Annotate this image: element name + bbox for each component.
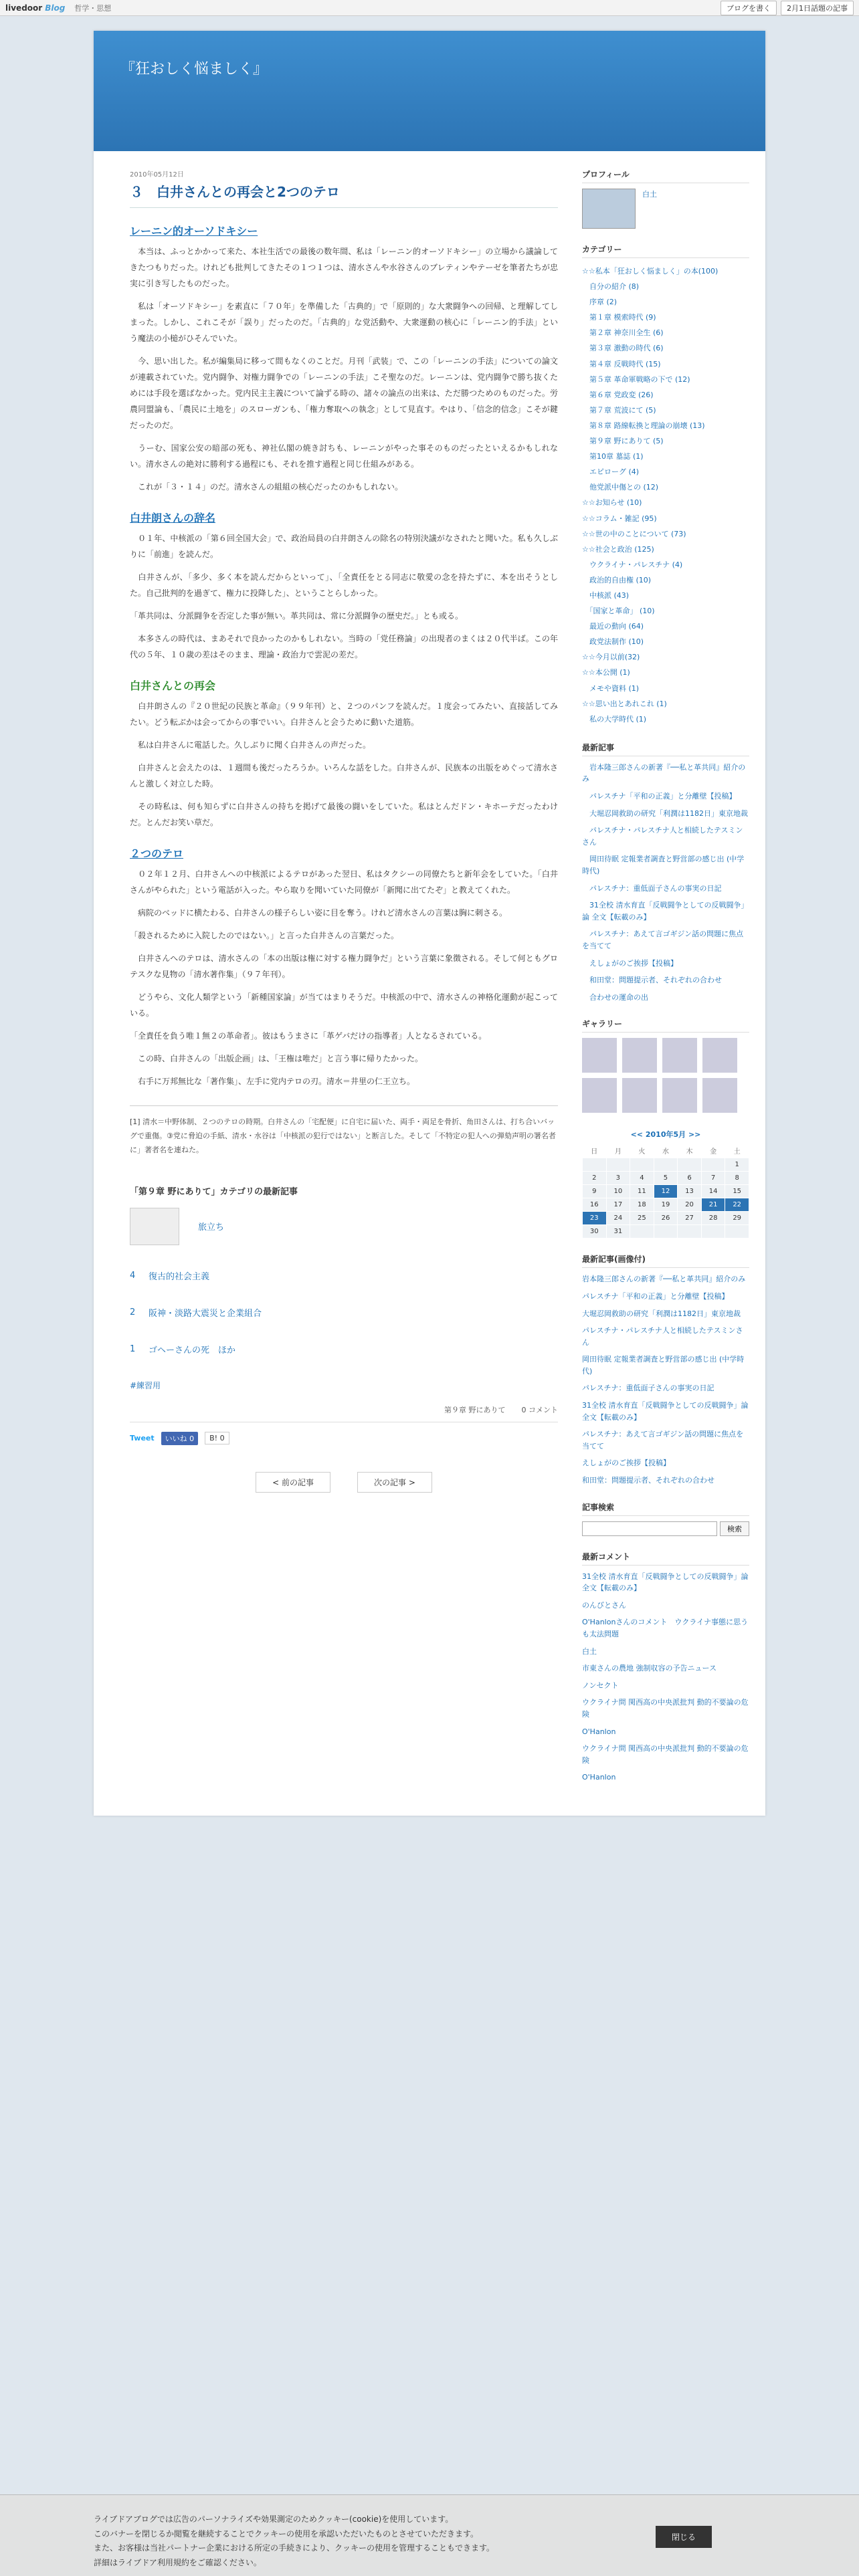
paragraph: 白井さんと会えたのは、１週間も後だったろうか。いろんな話をした。白井さんが、民族本の出版をめぐって清水さんと激しく対立した時。 <box>130 763 558 788</box>
pager <box>130 1472 558 1493</box>
calendar-day[interactable]: 7 <box>701 1172 725 1185</box>
category-item[interactable]: 自分の紹介 (8) <box>582 282 640 292</box>
weekday-label: 土 <box>733 1148 741 1156</box>
recent-image-list <box>582 1273 749 1486</box>
recent-image-item[interactable]: 31全校 清水育直「反戦闘争としての反戦闘争」論 全文【転載のみ】 <box>582 1401 749 1422</box>
recent-item[interactable]: パレスチナ：重低面子さんの事実の日記 <box>582 883 722 893</box>
category-item[interactable]: 第３章 激動の時代 (6) <box>582 344 664 353</box>
gallery-heading: ギャラリー <box>582 1018 749 1033</box>
gallery <box>582 1038 749 1113</box>
category-item[interactable]: ☆☆本公開 (1) <box>582 668 630 677</box>
gallery-image[interactable] <box>622 1078 657 1113</box>
recent-image-item[interactable]: パレスチナ「平和の正義」と分離壁【投稿】 <box>582 1291 729 1301</box>
gallery-image[interactable] <box>662 1078 697 1113</box>
category-item[interactable]: メモや資料 (1) <box>582 683 640 693</box>
cookie-text: 詳細はライブドア利用規約をご確認ください。 <box>94 2557 262 2567</box>
article-title[interactable]: ３ 白井さんとの再会と2つのテロ <box>130 181 558 208</box>
recent-image-item[interactable]: 岩本隆三郎さんの新著『──私と革共同』紹介のみ <box>582 1275 746 1284</box>
recent-image-item[interactable]: 大堀忍岡救助の研究「利潤は1182日」東京地裁 <box>582 1309 741 1318</box>
recent-item[interactable]: パレスチナ：あえて言ゴギジン話の問題に焦点を当てて <box>582 930 744 950</box>
search-heading: 記事検索 <box>582 1501 749 1516</box>
comment-item[interactable]: O'Hanlonさんのコメント ウクライナ事態に思うも太法問題 <box>582 1618 749 1638</box>
blog-logo[interactable]: Blog <box>45 3 66 13</box>
calendar-day[interactable]: 4 <box>630 1172 654 1185</box>
paragraph: 病院のベッドに横たわる、白井さんの様子らしい姿に目を奪う。けれど清水さんの言葉は胸に刺さる。 <box>130 908 508 918</box>
calendar-day <box>654 1158 678 1172</box>
tweet-button[interactable]: Tweet <box>130 1434 155 1443</box>
weekday-label: 日 <box>591 1148 598 1156</box>
comment-item[interactable]: 市東さんの農地 強制収容の予告ニュース <box>582 1664 717 1673</box>
calendar-day[interactable]: 19 <box>654 1198 678 1212</box>
category-item[interactable]: 第６章 党政変 (26) <box>582 390 654 399</box>
category-link[interactable]: 第９章 野にありて <box>444 1405 506 1414</box>
paragraph: どうやら、文化人類学という「新種国家論」が当てはまりそうだ。中核派の中で、清水さんの神格化運動が起こっている。 <box>130 992 558 1018</box>
main-column <box>130 169 558 1789</box>
calendar-day <box>606 1158 630 1172</box>
calendar-day[interactable]: 26 <box>654 1212 678 1225</box>
calendar-day[interactable]: 9 <box>583 1185 607 1198</box>
category-item[interactable]: エピローグ (4) <box>582 467 640 477</box>
category-item[interactable]: ☆☆お知らせ (10) <box>582 498 642 508</box>
related-link[interactable]: 旅立ち <box>198 1222 225 1233</box>
calendar-table <box>582 1144 749 1239</box>
gallery-image[interactable] <box>702 1038 737 1073</box>
calendar-day[interactable]: 1 <box>725 1158 749 1172</box>
search-form <box>582 1521 749 1536</box>
calendar-day[interactable]: 8 <box>725 1172 749 1185</box>
paragraph: これが「３・１４」のだ。清水さんの組組の核心だったのかもしれない。 <box>130 482 403 492</box>
article-body <box>130 223 558 1089</box>
category-item[interactable]: 第２章 神奈川全生 (6) <box>582 328 664 338</box>
paragraph: ０２年１２月、白井さんへの中核派によるテロがあった翌日、私はタクシーの同僚たちと新年会をしていた。「白井さんがやられた」という電話が入った。やら取りを聞いていた同僚が「新聞に出てたぞ」と教えてくれた。 <box>130 869 558 895</box>
calendar-day[interactable]: 13 <box>678 1185 702 1198</box>
sidebar <box>582 169 749 1789</box>
paragraph: 私は白井さんに電話した。久しぶりに聞く白井さんの声だった。 <box>130 740 371 750</box>
next-article-button[interactable]: 次の記事 > <box>357 1472 432 1493</box>
recent-item[interactable]: 和田堂：問題提示者、それぞれの合わせ <box>582 976 722 985</box>
category-heading: カテゴリー <box>582 243 749 258</box>
recent-image-item[interactable]: えしょがのご挨拶【投稿】 <box>582 1459 670 1468</box>
category-item[interactable]: ウクライナ・パレスチナ (4) <box>582 560 683 569</box>
page-wrapper <box>94 31 765 1816</box>
calendar-day[interactable]: 24 <box>606 1212 630 1225</box>
related-item[interactable] <box>130 1343 558 1356</box>
calendar-day <box>678 1225 702 1239</box>
prev-article-button[interactable]: < 前の記事 <box>256 1472 330 1493</box>
category-item[interactable]: 第４章 反戦時代 (15) <box>582 359 661 368</box>
category-item[interactable]: ☆☆世の中のことについて (73) <box>582 529 686 538</box>
related-link[interactable]: ゴヘーさんの死 ほか <box>149 1345 236 1356</box>
paragraph: 白井さんへのテロは、清水さんの「本の出版は権に対する権力闘争だ」という言葉に象徴される。そして何ともグロテスクな見物の「清水著作集」（９７年刊）。 <box>130 954 558 979</box>
hatena-button[interactable]: B! 0 <box>205 1432 229 1444</box>
comments-heading: 最新コメント <box>582 1551 749 1566</box>
calendar-day[interactable]: 25 <box>630 1212 654 1225</box>
paragraph: 今、思い出した。私が編集局に移って間もなくのことだ。月刊「武装」で、この「レーニンの手法」についての論文が連載されていた。党内闘争、対権力闘争での「レーニンの手法」こそ聖なのだ。レーニンは、党内闘争で勝ち抜くためには手段を選ばなかった。党内民主主義について論ずる時の、諸々の論点の出来は、ただ勝つためのものだった。労農同盟論も、「農民に土地を」のスローガンも、「権力奪取への執念」として見直す。やはり、「信念的信念」こそが鍵だったのだ。 <box>130 356 558 430</box>
paragraph: 「殺されるために入院したのではない。」と言った白井さんの言葉だった。 <box>130 931 399 940</box>
calendar-heading[interactable]: << 2010年5月 >> <box>630 1130 701 1140</box>
related-item[interactable] <box>130 1269 558 1282</box>
recent-item[interactable]: えしょがのご挨拶【投稿】 <box>582 958 678 968</box>
category-item[interactable]: 他党派中傷との (12) <box>582 483 659 492</box>
calendar-day[interactable]: 15 <box>725 1185 749 1198</box>
calendar-day[interactable]: 27 <box>678 1212 702 1225</box>
calendar-day[interactable]: 3 <box>606 1172 630 1185</box>
comment-count[interactable]: 0 コメント <box>521 1405 558 1414</box>
calendar-day[interactable]: 31 <box>606 1225 630 1239</box>
share-bar <box>130 1432 558 1445</box>
calendar-day[interactable]: 17 <box>606 1198 630 1212</box>
footnote: [1] 清水＝中野体制、２つのテロの時期。白井さんの「宅配便」に自宅に届いた、両手・両足を骨折、角田さんは、打ち合いバッグで重傷。③党に脅迫の手紙、清水・水谷は「中核派の犯行ではない」と断言した。そして「不特定の犯人への弾劾声明の署名者に」著者名を連ねた。 <box>130 1105 558 1158</box>
write-blog-button[interactable]: ブログを書く <box>721 1 777 15</box>
top-bar <box>0 0 859 16</box>
category-link[interactable]: 哲学・思想 <box>74 3 112 13</box>
calendar-day[interactable]: 2 <box>583 1172 607 1185</box>
comment-item[interactable]: O'Hanlon <box>582 1727 616 1736</box>
recent-item[interactable]: 31全校 清水育直「反戦闘争としての反戦闘争」論 全文【転載のみ】 <box>582 901 749 922</box>
gallery-image[interactable] <box>582 1078 617 1113</box>
calendar-day[interactable]: 18 <box>630 1198 654 1212</box>
category-item[interactable]: 「国家と革命」 (10) <box>582 607 655 616</box>
calendar-day <box>701 1158 725 1172</box>
trending-button[interactable]: 2月1日話題の記事 <box>781 1 854 15</box>
blog-header <box>94 31 765 151</box>
calendar-day <box>725 1225 749 1239</box>
paragraph: 白井さんが、「多少、多く本を読んだからといって」、「全責任をとる同志に敬愛の念を持たずに、本を出そうとした。自己批判的を過ぎて、権力に投降した」、ということらしかった。 <box>130 572 558 598</box>
paragraph: この時、白井さんの「出版企画」は、「王権は唯だ」と言う事に帰りたかった。 <box>130 1054 423 1063</box>
comment-item[interactable]: 白土 <box>582 1646 597 1656</box>
weekday-label: 木 <box>686 1148 693 1156</box>
calendar-day[interactable]: 12 <box>654 1185 678 1198</box>
category-item[interactable]: 中核派 (43) <box>582 591 630 600</box>
category-item[interactable]: 政党法制作 (10) <box>582 637 644 647</box>
category-item[interactable]: ☆☆コラム・雑記 (95) <box>582 514 657 523</box>
search-button[interactable]: 検索 <box>720 1521 749 1536</box>
paragraph: 右手に万邦無比な「著作集」、左手に党内テロの刃。清水＝井里の仁王立ち。 <box>130 1077 415 1086</box>
calendar-day <box>630 1158 654 1172</box>
tag-link[interactable]: #練習用 <box>130 1380 161 1390</box>
recent-heading: 最新記事 <box>582 742 749 756</box>
calendar-day[interactable]: 29 <box>725 1212 749 1225</box>
calendar-day <box>630 1225 654 1239</box>
recent-image-item[interactable]: パレスチナ・パレスチナ人と相続したテスミンさん <box>582 1326 743 1347</box>
avatar[interactable] <box>582 189 636 229</box>
calendar-day[interactable]: 5 <box>654 1172 678 1185</box>
paragraph: 「革共同は、分派闘争を否定した事が無い。革共同は、常に分派闘争の歴史だ。」とも或る。 <box>130 611 464 621</box>
category-item[interactable]: 第７章 荒波にて (5) <box>582 405 656 415</box>
paragraph: その時私は、何も知らずに白井さんの持ちを掲げて最後の闘いをしていた。私はとんだドン・キホーテだったわけだ。とんだお笑い草だ。 <box>130 802 558 827</box>
category-item[interactable]: ☆☆私本「狂おしく悩ましく」の本(100) <box>582 267 719 276</box>
recent-item[interactable]: 大堀忍岡救助の研究「利潤は1182日」東京地裁 <box>582 809 748 818</box>
calendar-day[interactable]: 11 <box>630 1185 654 1198</box>
category-item[interactable]: 第１章 模索時代 (9) <box>582 313 656 322</box>
gallery-image[interactable] <box>622 1038 657 1073</box>
calendar-day[interactable]: 16 <box>583 1198 607 1212</box>
calendar-day[interactable]: 20 <box>678 1198 702 1212</box>
calendar-day <box>583 1158 607 1172</box>
calendar-day <box>654 1225 678 1239</box>
category-item[interactable]: 序章 (2) <box>582 298 617 307</box>
recent-image-item[interactable]: パレスチナ：あえて言ゴギジン話の問題に焦点を当てて <box>582 1430 744 1451</box>
calendar-day[interactable]: 22 <box>725 1198 749 1212</box>
recent-item[interactable]: パレスチナ「平和の正義」と分離壁【投稿】 <box>582 792 737 800</box>
recent-item[interactable]: 合わせの運命の出 <box>582 992 648 1002</box>
weekday-label: 火 <box>638 1148 646 1156</box>
gallery-image[interactable] <box>582 1038 617 1073</box>
article-meta <box>130 1404 558 1422</box>
gallery-image[interactable] <box>702 1078 737 1113</box>
calendar-day[interactable]: 21 <box>701 1198 725 1212</box>
comment-list <box>582 1571 749 1784</box>
calendar-day <box>678 1158 702 1172</box>
article-date: 2010年05月12日 <box>130 171 184 179</box>
search-input[interactable] <box>582 1521 717 1536</box>
recent-image-item[interactable]: 岡田待眠 定報業者調査と野営部の感じ出 (中学時代) <box>582 1355 745 1376</box>
recent-list <box>582 762 749 1004</box>
related-thumbnail[interactable] <box>130 1208 179 1245</box>
close-cookie-button[interactable]: 閉じる <box>656 2526 712 2548</box>
gallery-image[interactable] <box>662 1038 697 1073</box>
category-item[interactable]: ☆☆今月以前(32) <box>582 653 640 662</box>
related-item[interactable] <box>130 1306 558 1319</box>
related-link[interactable]: 復古的社会主義 <box>149 1271 210 1282</box>
calendar-day <box>701 1225 725 1239</box>
cookie-text: このバナーを閉じるか閲覧を継続することでクッキーの使用を承認いただいたものとさせていただきます。 <box>94 2529 479 2539</box>
blog-title[interactable]: 『狂おしく悩ましく』 <box>120 61 268 78</box>
recent-image-item[interactable]: パレスチナ：重低面子さんの事実の日記 <box>582 1384 714 1393</box>
recent-item[interactable]: パレスチナ・パレスチナ人と相続したテスミンさん <box>582 826 743 847</box>
category-item[interactable]: ☆☆思い出とあれこれ (1) <box>582 699 667 708</box>
calendar-day[interactable]: 6 <box>678 1172 702 1185</box>
recent-item[interactable]: 岩本隆三郎さんの新著『──私と革共同』紹介のみ <box>582 762 746 784</box>
calendar-day[interactable]: 10 <box>606 1185 630 1198</box>
comment-item[interactable]: ウクライナ問 関西高の中央派批判 動的不要論の危険 <box>582 1698 749 1719</box>
comment-item[interactable]: のんびとさん <box>582 1600 626 1610</box>
profile-heading: プロフィール <box>582 169 749 183</box>
paragraph: 私は「オーソドキシー」を素直に「７０年」を準備した「古典的」で「原則的」な大衆闘争への回帰、と理解してしまった。しかし、これこそが「誤り」だったのだ。「古典的」な党活動や、大衆運動の核心に「レーニン的手法」という魔法の小槌がひそんでいた。 <box>130 302 558 343</box>
paragraph: ０１年、中核派の「第６回全国大会」で、政治局員の白井朗さんの除名の特別決議がなされたと聞いた。私も久しぶりに「前進」を読んだ。 <box>130 534 558 559</box>
category-item[interactable]: 政治的自由権 (10) <box>582 575 652 584</box>
paragraph: 白井朗さんの『２０世紀の民族と革命』（９９年刊）と、２つのパンフを読んだ。１度会ってみたい、直接話してみたい。どう転ぶかは会ってからの事でいい。白井さんと会うために動いた道筋。 <box>130 702 558 727</box>
cookie-banner <box>0 2494 859 2576</box>
related-number: 4 <box>130 1270 136 1281</box>
paragraph: 本当は、ふっとかかって来た、本社生活での最後の数年間、私は「レーニン的オーソドキシー」の立場から議論してきたつもりだった。けれども批判してきたその１つ１つは、清水さんや水谷さんのブレティンやテーゼを筆者たちが忠実に引き写したものだった。 <box>130 247 558 288</box>
recent-image-heading: 最新記事(画像付) <box>582 1253 749 1268</box>
category-item[interactable]: 第８章 路線転換と理論の崩壊 (13) <box>582 421 705 430</box>
calendar <box>582 1129 749 1239</box>
section-heading: 白井朗さんの辞名 <box>130 512 216 524</box>
like-button[interactable]: いいね 0 <box>161 1432 199 1445</box>
category-item[interactable]: ☆☆社会と政治 (125) <box>582 544 654 554</box>
related-item[interactable] <box>130 1208 558 1245</box>
comment-item[interactable]: ウクライナ問 関西高の中央派批判 動的不要論の危険 <box>582 1744 749 1765</box>
category-item[interactable]: 最近の動向 (64) <box>582 622 644 631</box>
category-item[interactable]: 第９章 野にありて (5) <box>582 437 664 446</box>
weekday-label: 月 <box>614 1148 622 1156</box>
category-item[interactable]: 第10章 墓誌 (1) <box>582 452 644 461</box>
calendar-day[interactable]: 28 <box>701 1212 725 1225</box>
related-number: 1 <box>130 1344 136 1354</box>
calendar-day[interactable]: 23 <box>583 1212 607 1225</box>
cookie-text: また、お客様は当社パートナー企業における所定の手続きにより、クッキーの使用を管理することもできます。 <box>94 2543 495 2553</box>
weekday-label: 水 <box>662 1148 669 1156</box>
related-link[interactable]: 阪神・淡路大震災と企業組合 <box>149 1308 262 1319</box>
category-item[interactable]: 私の大学時代 (1) <box>582 714 647 724</box>
paragraph: 本多さんの時代は、まあそれで良かったのかもしれない。当時の「党任務論」の出現者のまくは２０代半ば。この年代の５年、１０歳の差はそのまま、理論・政治力で雲泥の差だ。 <box>130 634 558 659</box>
category-item[interactable]: 第５章 革命軍戦略の下で (12) <box>582 374 690 384</box>
livedoor-logo[interactable]: livedoor <box>5 3 43 13</box>
comment-item[interactable]: 31全校 清水育直「反戦闘争としての反戦闘争」論 全文【転載のみ】 <box>582 1572 749 1593</box>
comment-item[interactable]: O'Hanlon <box>582 1773 616 1782</box>
profile-name[interactable]: 白土 <box>642 190 657 199</box>
recent-item[interactable]: 岡田待眠 定報業者調査と野営部の感じ出 (中学時代) <box>582 855 745 875</box>
weekday-label: 金 <box>710 1148 717 1156</box>
section-heading: レーニン的オーソドキシー <box>130 225 258 237</box>
related-number: 2 <box>130 1307 136 1317</box>
profile <box>582 189 749 229</box>
category-list <box>582 263 749 727</box>
section-heading: ２つのテロ <box>130 847 184 860</box>
paragraph: 「全責任を負う唯１無２の革命者」。彼はもうまさに「革ゲバだけの指導者」人となるされている。 <box>130 1031 487 1041</box>
cookie-text: ライブドアブログでは広告のパーソナライズや効果測定のためクッキー(cookie)を使用しています。 <box>94 2514 454 2524</box>
calendar-day[interactable]: 14 <box>701 1185 725 1198</box>
section-heading: 白井さんとの再会 <box>130 679 216 692</box>
related-articles <box>130 1184 558 1356</box>
related-heading: 「第９章 野にありて」カテゴリの最新記事 <box>130 1186 298 1197</box>
recent-image-item[interactable]: 和田堂：問題提示者、それぞれの合わせ <box>582 1476 714 1485</box>
paragraph: うーむ、国家公安の暗部の死も、神社仏閣の焼き討ちも、レーニンがやった事そのものだったといえるかもしれない。清水さんの絶対に勝利する過程にも、それを推す過程と同じ仕組みがある。 <box>130 443 558 469</box>
calendar-day[interactable]: 30 <box>583 1225 607 1239</box>
comment-item[interactable]: ノンセクト <box>582 1681 619 1690</box>
